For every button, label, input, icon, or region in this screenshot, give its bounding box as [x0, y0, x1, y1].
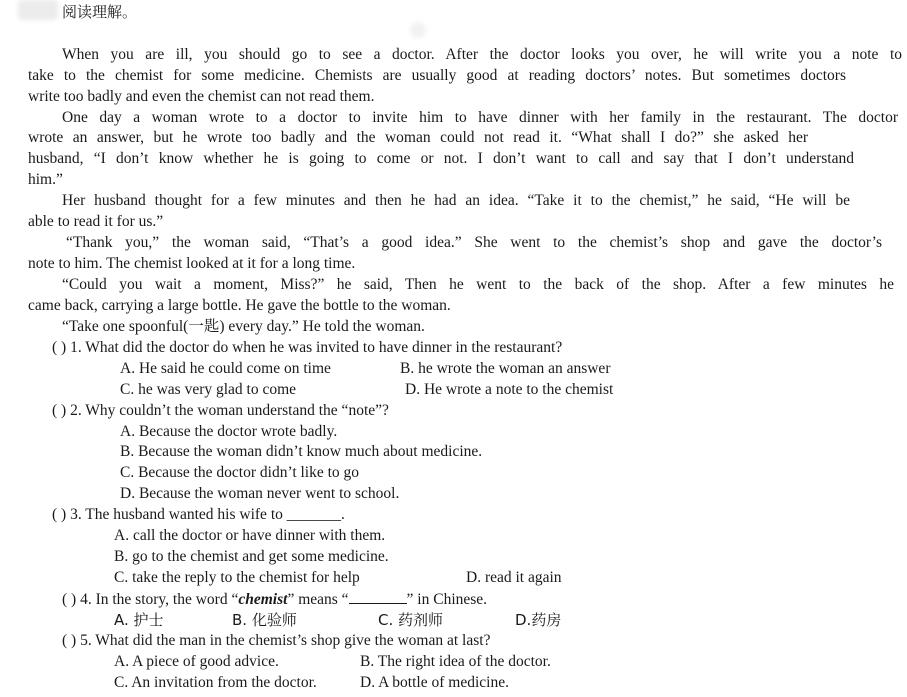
passage-line: write too badly and even the chemist can not read them. [28, 88, 375, 105]
option: C. take the reply to the chemist for help [114, 569, 360, 586]
option: B. Because the woman didn’t know much about medicine. [120, 443, 483, 460]
passage-line: When you are ill, you should go to see a doctor. After the doctor looks you over, he will write you a note to [62, 46, 902, 63]
option: C. An invitation from the doctor. [114, 674, 317, 691]
answer-blank [349, 589, 407, 604]
option: B. 化验师 [232, 611, 297, 629]
option: B. he wrote the woman an answer [400, 360, 611, 377]
passage-line: “Could you wait a moment, Miss?” he said, Then he went to the back of the shop. After a few minutes he [62, 276, 894, 293]
option: A. A piece of good advice. [114, 653, 279, 670]
passage-line: “Take one spoonful(一匙) every day.” He told the woman. [62, 318, 425, 335]
passage-line: wrote an answer, but he wrote too badly and the woman could not read it. “What shall I do?” she asked her [28, 129, 808, 146]
section-heading: 阅读理解。 [62, 3, 138, 21]
option: C. Because the doctor didn’t like to go [120, 464, 360, 481]
option: C. he was very glad to come [120, 381, 297, 398]
option: A. 护士 [114, 611, 164, 629]
question-stem: ( ) 1. What did the doctor do when he was invited to have dinner in the restaurant? [52, 339, 563, 356]
option: D. read it again [466, 569, 562, 586]
passage-line: came back, carrying a large bottle. He gave the bottle to the woman. [28, 297, 451, 314]
option: D. He wrote a note to the chemist [405, 381, 614, 398]
option: A. call the doctor or have dinner with them. [114, 527, 386, 544]
question-stem [62, 589, 487, 610]
passage-line: One day a woman wrote to a doctor to invite him to have dinner with her family in the restaurant. The doctor [62, 109, 898, 126]
question-stem: ( ) 3. The husband wanted his wife to _______. [52, 506, 345, 523]
passage-line: Her husband thought for a few minutes and then he had an idea. “Take it to the chemist,” he said, “He will be [62, 192, 850, 209]
passage-line: note to him. The chemist looked at it for a long time. [28, 255, 356, 272]
question-stem-start: ( ) 4. In the story, the word “ [62, 591, 239, 608]
passage-line: take to the chemist for some medicine. Chemists are usually good at reading doctors’ notes. But sometimes doctors [28, 67, 846, 84]
question-stem-end: ” in Chinese. [406, 591, 488, 608]
question-stem: ( ) 2. Why couldn’t the woman understand the “note”? [52, 402, 389, 419]
blurred-mark [410, 22, 426, 38]
option: C. 药剂师 [378, 611, 444, 629]
option: B. go to the chemist and get some medicine. [114, 548, 389, 565]
option: A. Because the doctor wrote badly. [120, 423, 338, 440]
passage-line: “Thank you,” the woman said, “That’s a good idea.” She went to the chemist’s shop and gave the doctor’s [66, 234, 882, 251]
option: D. Because the woman never went to school. [120, 485, 400, 502]
key-word: chemist [238, 591, 288, 608]
blurred-mark [18, 0, 58, 20]
option: B. The right idea of the doctor. [360, 653, 551, 670]
passage-line: able to read it for us.” [28, 213, 164, 230]
passage-line: husband, “I don’t know whether he is going to come or not. I don’t want to call and say that I don’t understand [28, 150, 854, 167]
option: A. He said he could come on time [120, 360, 331, 377]
passage-line: him.” [28, 171, 63, 188]
option: D. A bottle of medicine. [360, 674, 509, 691]
question-stem-middle: ” means “ [287, 591, 349, 608]
option: D.药房 [515, 611, 562, 629]
question-stem: ( ) 5. What did the man in the chemist’s shop give the woman at last? [62, 632, 491, 649]
